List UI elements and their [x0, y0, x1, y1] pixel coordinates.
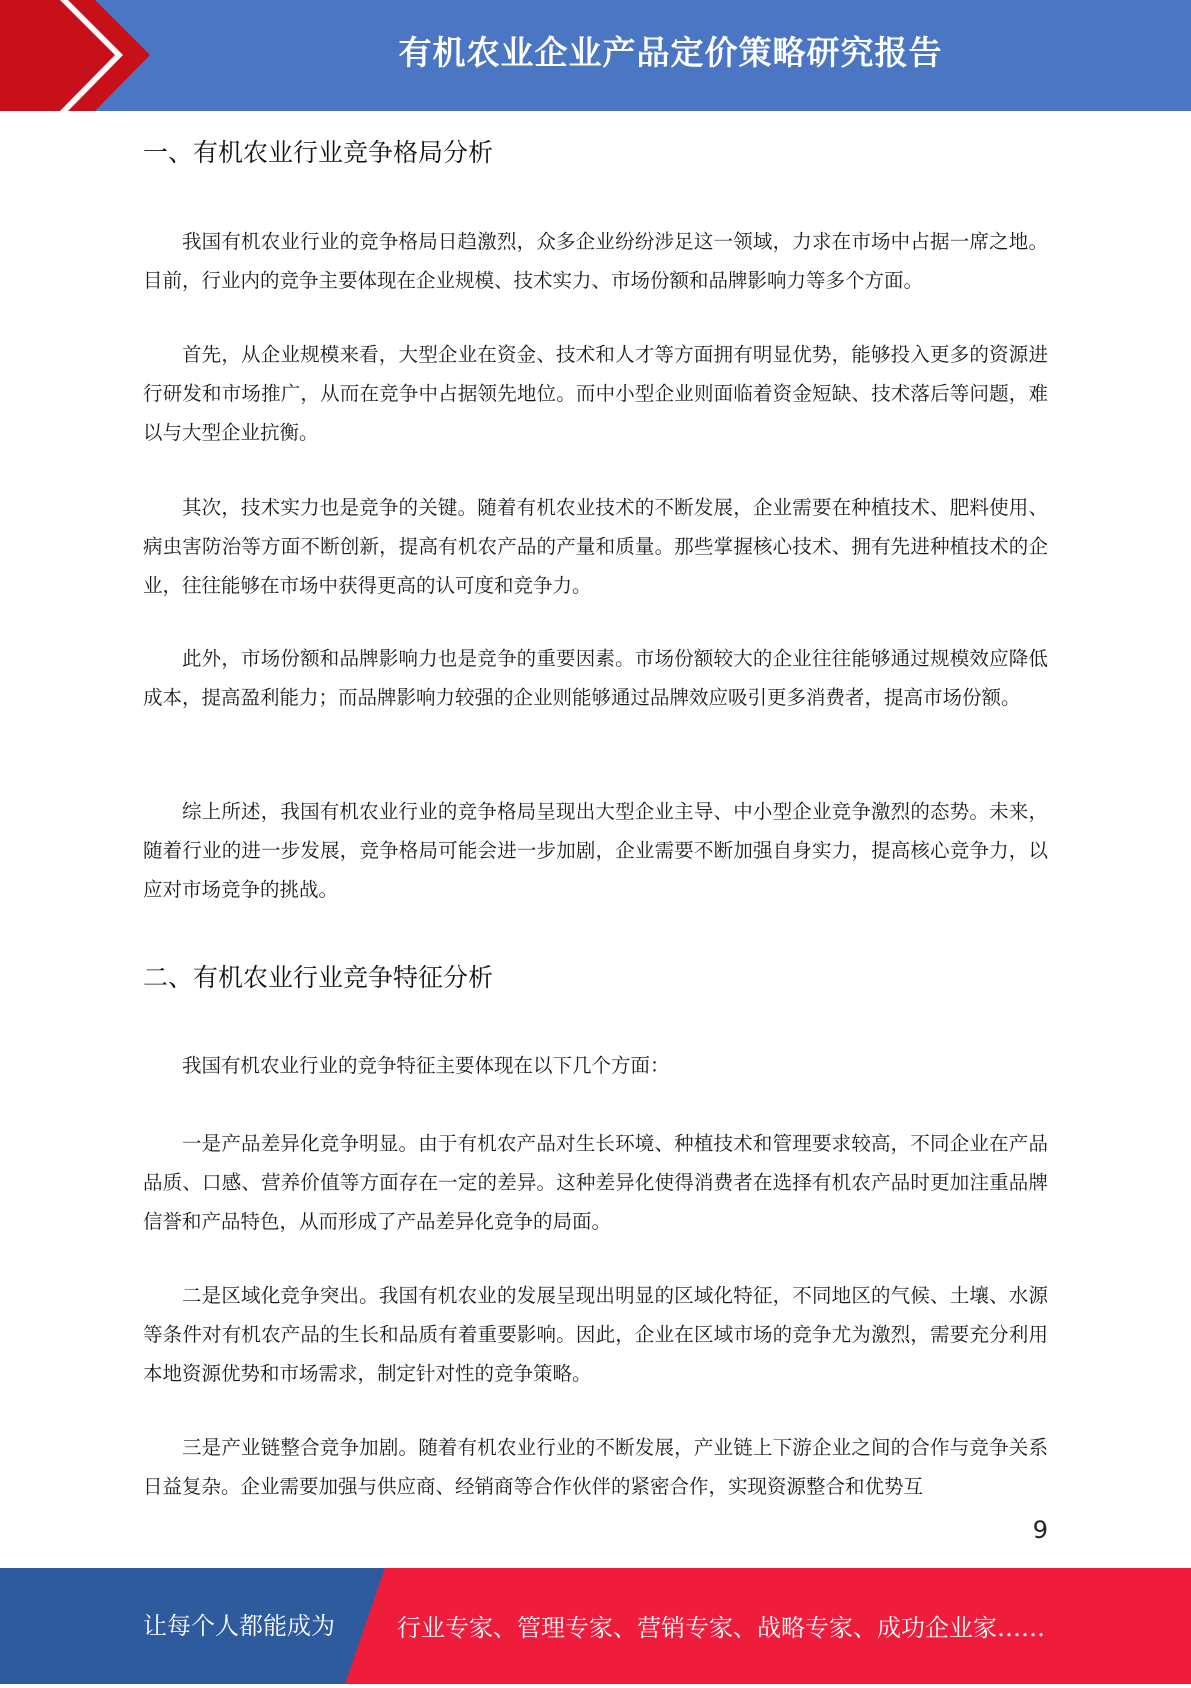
paragraph: 此外，市场份额和品牌影响力也是竞争的重要因素。市场份额较大的企业往往能够通过规模效应降低成本，提高盈利能力；而品牌影响力较强的企业则能够通过品牌效应吸引更多消费者，提高市场份额。 — [143, 647, 1048, 709]
header-red-arrow-shape — [0, 0, 160, 111]
paragraph: 三是产业链整合竞争加剧。随着有机农业行业的不断发展，产业链上下游企业之间的合作与竞争关系日益复杂。企业需要加强与供应商、经销商等合作伙伴的紧密合作，实现资源整合和优势互 — [143, 1436, 1048, 1498]
page-number: 9 — [1032, 1516, 1048, 1544]
report-title: 有机农业企业产品定价策略研究报告 — [398, 33, 943, 72]
paragraph: 我国有机农业行业的竞争格局日趋激烈，众多企业纷纷涉足这一领域，力求在市场中占据一席之地。目前，行业内的竞争主要体现在企业规模、技术实力、市场份额和品牌影响力等多个方面。 — [143, 230, 1048, 292]
paragraph: 一是产品差异化竞争明显。由于有机农产品对生长环境、种植技术和管理要求较高，不同企业在产品品质、口感、营养价值等方面存在一定的差异。这种差异化使得消费者在选择有机农产品时更加注重品牌信誉和产品特色，从而形成了产品差异化竞争的局面。 — [143, 1132, 1048, 1233]
paragraph: 综上所述，我国有机农业行业的竞争格局呈现出大型企业主导、中小型企业竞争激烈的态势。未来，随着行业的进一步发展，竞争格局可能会进一步加剧，企业需要不断加强自身实力，提高核心竞争力，以应对市场竞争的挑战。 — [143, 800, 1048, 901]
paragraph: 首先，从企业规模来看，大型企业在资金、技术和人才等方面拥有明显优势，能够投入更多的资源进行研发和市场推广，从而在竞争中占据领先地位。而中小型企业则面临着资金短缺、技术落后等问题，难以与大型企业抗衡。 — [143, 343, 1048, 444]
section-heading-2: 二、有机农业行业竞争特征分析 — [143, 963, 494, 992]
paragraph: 我国有机农业行业的竞争特征主要体现在以下几个方面： — [182, 1054, 670, 1077]
page-footer — [0, 1568, 1191, 1684]
page-header — [0, 0, 1191, 111]
footer-slogan-left: 让每个人都能成为 — [143, 1612, 335, 1640]
paragraph: 其次，技术实力也是竞争的关键。随着有机农业技术的不断发展，企业需要在种植技术、肥料使用、病虫害防治等方面不断创新，提高有机农产品的产量和质量。那些掌握核心技术、拥有先进种植技术的企业，往往能够在市场中获得更高的认可度和竞争力。 — [143, 496, 1048, 597]
paragraph: 二是区域化竞争突出。我国有机农业的发展呈现出明显的区域化特征，不同地区的气候、土壤、水源等条件对有机农产品的生长和品质有着重要影响。因此，企业在区域市场的竞争尤为激烈，需要充分利用本地资源优势和市场需求，制定针对性的竞争策略。 — [143, 1284, 1048, 1385]
footer-slogan-right: 行业专家、管理专家、营销专家、战略专家、成功企业家…… — [397, 1614, 1045, 1642]
section-heading-1: 一、有机农业行业竞争格局分析 — [143, 138, 494, 167]
